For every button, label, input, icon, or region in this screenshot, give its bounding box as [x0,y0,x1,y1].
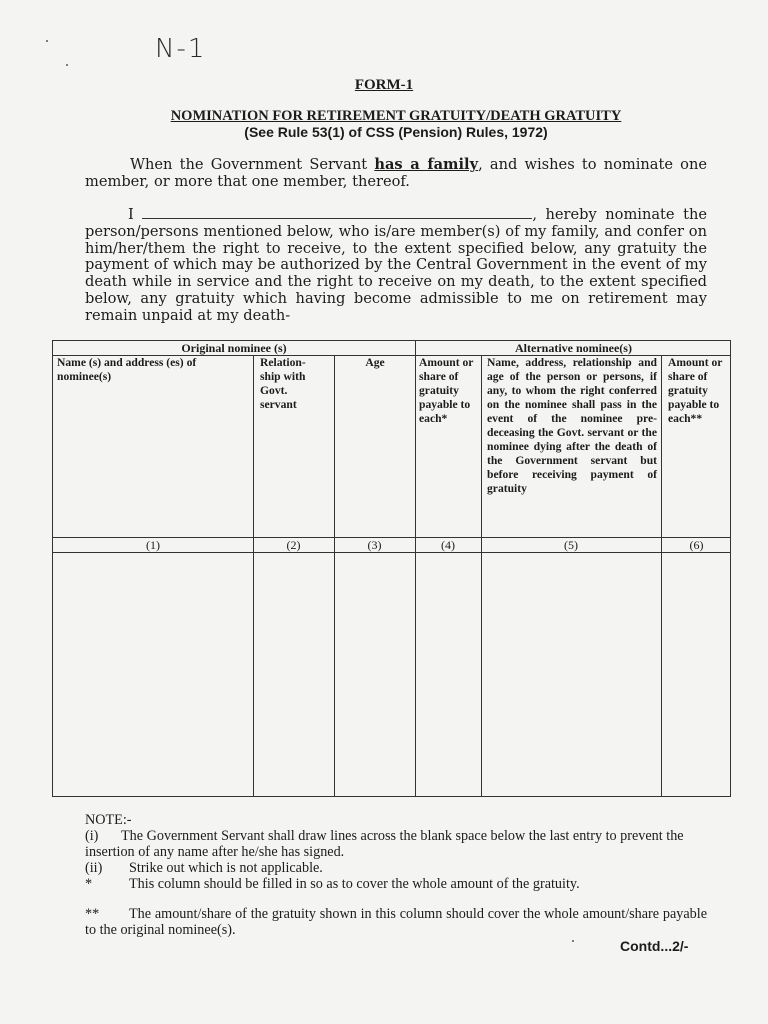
group-original-nominee: Original nominee (s) [181,341,287,355]
column-number: (2) [286,538,301,552]
header-alternative-details: Name, address, relationship and age of the person or persons, if any, to whom the right conferred on the nominee shall pass in the event of the nominee pre-deceasing the Govt. servant or the nominee dying after the death of the Government servant but before receiving payment of gratuity [487,356,657,495]
declaration-paragraph [85,206,707,325]
scan-speck [66,64,68,66]
header-amount-alternative: Amount or share of gratuity payable to each** [668,356,723,425]
column-number: (6) [689,538,704,552]
intro-emphasis: has a family [374,156,479,173]
note-item [85,906,707,938]
note-item [85,860,707,876]
form-title: NOMINATION FOR RETIREMENT GRATUITY/DEATH GRATUITY [170,108,622,124]
note-label: (ii) [85,860,103,876]
entry-cell-amount-original[interactable] [416,553,480,796]
column-number: (5) [564,538,578,552]
scan-speck [572,940,574,942]
intro-paragraph [85,157,707,191]
entry-cell-age[interactable] [335,553,414,796]
continued-marker: Contd...2/- [620,938,689,954]
column-number: (1) [146,538,160,552]
note-item [85,828,707,860]
header-age: Age [365,356,385,369]
note-text: Strike out which is not applicable. [129,860,323,876]
note-label: (i) [85,828,99,844]
header-relationship: Relation-ship with Govt. servant [260,356,306,411]
note-label: ** [85,906,100,922]
group-alternative-nominee: Alternative nominee(s) [515,341,632,355]
nominee-table [52,340,731,797]
handwritten-page-mark: N-1 [155,34,207,64]
note-item [85,876,707,892]
header-nominee-name: Name (s) and address (es) of nominee(s) [57,356,197,383]
header-amount-original: Amount or share of gratuity payable to each* [419,356,474,425]
form-subtitle: (See Rule 53(1) of CSS (Pension) Rules, 1972) [244,124,548,140]
intro-text-start: When the Government Servant [130,156,375,173]
entry-cell-alternative[interactable] [482,553,660,796]
declaration-body: , hereby nominate the person/persons mentioned below, who is/are member(s) of my family, and confer on him/her/them the right to receive, to the extent specified below, any gratuity the payment of which may be authorized by the Central Government in the event of my death while in service and the right to receive on my death, to the extent specified below, any gratuity which having become admissible to me on retirement may remain unpaid at my death- [85,206,708,324]
scan-speck [46,40,48,42]
note-text: This column should be filled in so as to cover the whole amount of the gratuity. [129,876,580,892]
intro-text-end: , and wishes to nominate one member, or more that one member, thereof. [85,156,707,190]
declaration-prefix: I [128,206,134,223]
notes-heading: NOTE:- [85,812,132,828]
entry-cell-name[interactable] [54,553,252,796]
entry-cell-amount-alternative[interactable] [662,553,730,796]
entry-cell-relationship[interactable] [254,553,333,796]
column-number: (3) [367,538,382,552]
column-number: (4) [441,538,455,552]
note-label: * [85,876,93,892]
note-text: The Government Servant shall draw lines across the blank space below the last entry to prevent the insertion of any name after he/she has signed. [85,828,684,860]
form-number: FORM-1 [354,77,414,93]
note-text: The amount/share of the gratuity shown in this column should cover the whole amount/share payable to the original nominee(s). [85,906,707,938]
name-blank-line[interactable] [142,206,532,219]
